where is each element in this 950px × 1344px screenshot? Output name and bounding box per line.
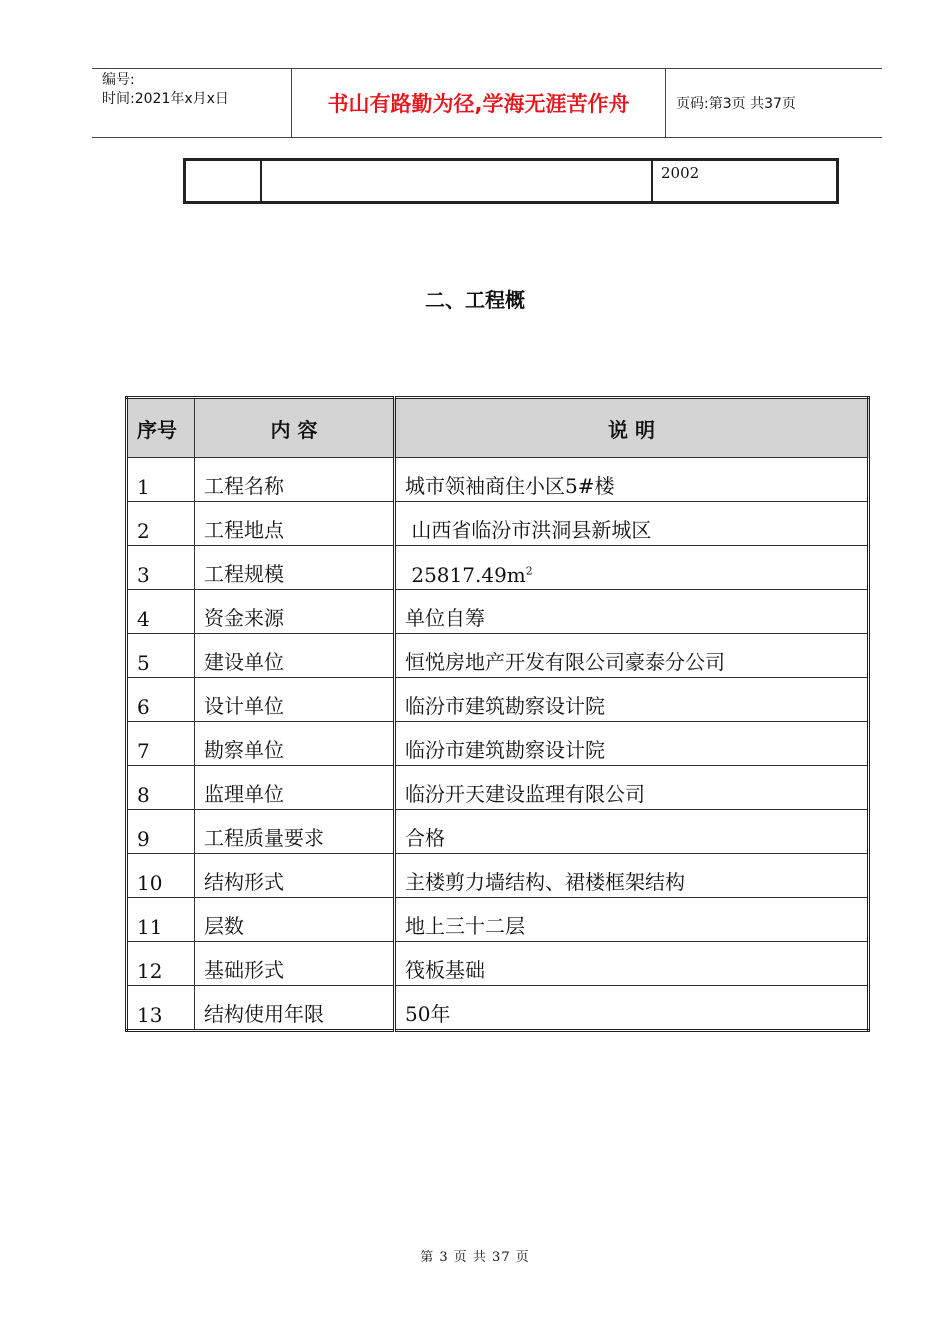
row-desc-text: 单位自筹: [405, 606, 485, 630]
row-item: 建设单位: [195, 634, 395, 678]
row-desc-text: 25817.49m: [405, 563, 526, 587]
section-title: 二、工程概: [425, 288, 525, 312]
row-desc-text: 城市领袖商住小区5#楼: [405, 474, 615, 498]
row-no: 7: [127, 722, 195, 766]
row-desc-text: 筏板基础: [405, 958, 485, 982]
row-desc-text: 临汾市建筑勘察设计院: [405, 694, 605, 718]
row-desc: [395, 458, 869, 502]
row-desc: [395, 678, 869, 722]
page-header: [92, 68, 882, 138]
header-item: 内 容: [195, 398, 395, 458]
table-row: [127, 986, 869, 1031]
row-no: 13: [127, 986, 195, 1031]
row-item: 监理单位: [195, 766, 395, 810]
table-row: [127, 634, 869, 678]
row-item: 结构使用年限: [195, 986, 395, 1031]
page-footer: 第 3 页 共 37 页: [420, 1250, 530, 1265]
header-motto: 书山有路勤为径,学海无涯苦作舟: [292, 69, 666, 137]
row-no: 3: [127, 546, 195, 590]
table-header-row: [127, 398, 869, 458]
row-desc: [395, 810, 869, 854]
row-desc: [395, 722, 869, 766]
row-desc-text: 临汾市建筑勘察设计院: [405, 738, 605, 762]
row-no: 2: [127, 502, 195, 546]
row-desc: [395, 634, 869, 678]
table-row: [127, 854, 869, 898]
row-item: 勘察单位: [195, 722, 395, 766]
table-row: [127, 590, 869, 634]
row-item: 工程质量要求: [195, 810, 395, 854]
row-item: 工程规模: [195, 546, 395, 590]
table-row: [127, 942, 869, 986]
row-item: 基础形式: [195, 942, 395, 986]
row-item: 设计单位: [195, 678, 395, 722]
header-desc: 说 明: [395, 398, 869, 458]
header-page-label: 页码:第3页 共37页: [676, 96, 796, 112]
table-row: [127, 766, 869, 810]
row-no: 11: [127, 898, 195, 942]
table-row: [127, 458, 869, 502]
header-meta: [92, 69, 292, 137]
fragment-table: [183, 158, 839, 204]
fragment-cell-1: [185, 160, 262, 202]
table-row: [127, 722, 869, 766]
row-no: 12: [127, 942, 195, 986]
row-desc: [395, 766, 869, 810]
row-item: 工程地点: [195, 502, 395, 546]
header-no: 序号: [127, 398, 195, 458]
time-label: 时间:2021年x月x日: [102, 91, 229, 107]
row-no: 1: [127, 458, 195, 502]
row-item: 资金来源: [195, 590, 395, 634]
table-row: [127, 546, 869, 590]
table-row: [127, 678, 869, 722]
row-desc-text: 50年: [405, 1002, 451, 1026]
row-item: 层数: [195, 898, 395, 942]
row-desc: [395, 942, 869, 986]
row-desc-superscript: 2: [525, 564, 533, 578]
row-desc: [395, 898, 869, 942]
fragment-cell-3: 2002: [661, 164, 700, 182]
code-label: 编号:: [102, 72, 135, 88]
row-desc-text: 地上三十二层: [405, 914, 525, 938]
row-desc-text: 山西省临汾市洪洞县新城区: [405, 518, 652, 542]
row-desc-text: 临汾开天建设监理有限公司: [405, 782, 645, 806]
row-no: 10: [127, 854, 195, 898]
table-row: [127, 502, 869, 546]
row-desc: [395, 590, 869, 634]
fragment-cell-2: [262, 160, 653, 202]
row-desc-text: 合格: [405, 826, 445, 850]
project-overview-table: [125, 396, 870, 1032]
row-no: 6: [127, 678, 195, 722]
row-desc: [395, 986, 869, 1031]
row-no: 8: [127, 766, 195, 810]
row-desc-text: 主楼剪力墙结构、裙楼框架结构: [405, 870, 685, 894]
row-desc-text: 恒悦房地产开发有限公司豪泰分公司: [405, 650, 725, 674]
row-no: 4: [127, 590, 195, 634]
row-desc: [395, 546, 869, 590]
table-row: [127, 810, 869, 854]
row-desc: [395, 854, 869, 898]
row-no: 9: [127, 810, 195, 854]
row-desc: [395, 502, 869, 546]
table-row: [127, 898, 869, 942]
row-item: 结构形式: [195, 854, 395, 898]
row-item: 工程名称: [195, 458, 395, 502]
row-no: 5: [127, 634, 195, 678]
